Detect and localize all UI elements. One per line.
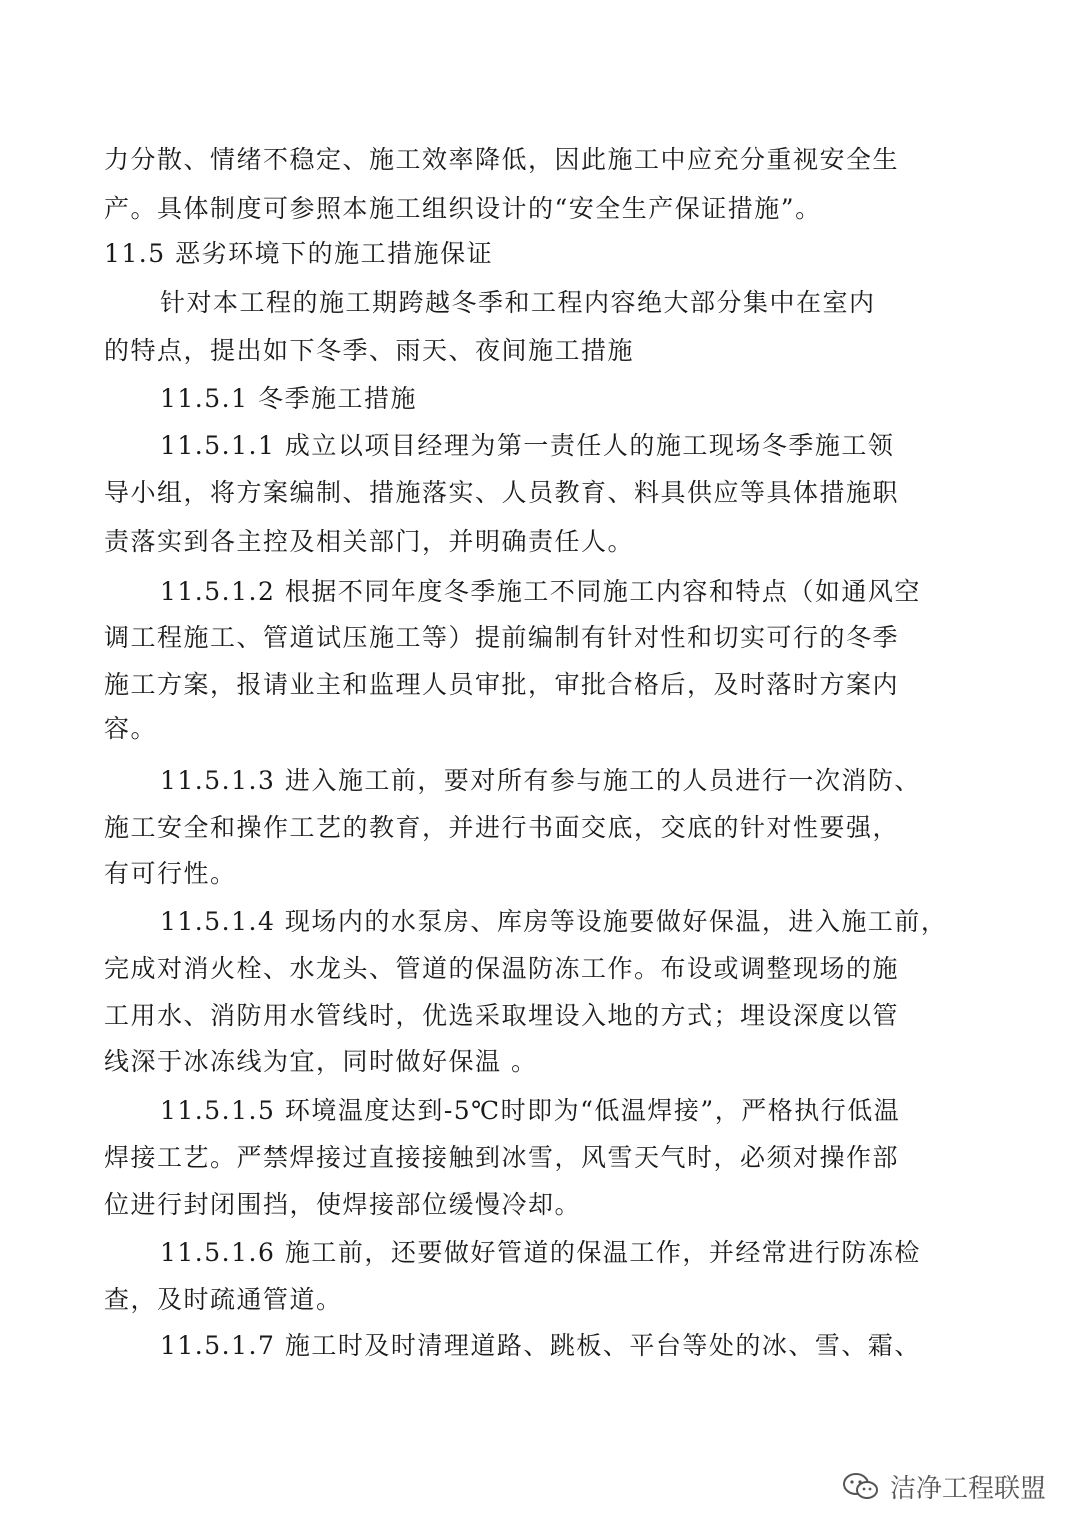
watermark [842,1468,1046,1505]
text-line: 力分散、情绪不稳定、施工效率降低，因此施工中应充分重视安全生 [104,145,900,174]
text-line: 完成对消火栓、水龙头、管道的保温防冻工作。布设或调整现场的施 [104,954,900,983]
text-line: 产。具体制度可参照本施工组织设计的“安全生产保证措施”。 [104,194,822,223]
text-line: 位进行封闭围挡，使焊接部位缓慢冷却。 [104,1190,582,1219]
text-line: 有可行性。 [104,859,237,888]
section-heading: 11.5 恶劣环境下的施工措施保证 [104,239,494,268]
text-line: 针对本工程的施工期跨越冬季和工程内容绝大部分集中在室内 [160,288,876,317]
subsection-heading: 11.5.1 冬季施工措施 [160,384,417,413]
text-line: 责落实到各主控及相关部门，并明确责任人。 [104,527,635,556]
watermark-text: 洁净工程联盟 [889,1474,1046,1504]
text-line: 调工程施工、管道试压施工等）提前编制有针对性和切实可行的冬季 [104,623,900,652]
text-line: 导小组，将方案编制、措施落实、人员教育、料具供应等具体措施职 [104,478,900,507]
text-line: 11.5.1.6 施工前，还要做好管道的保温工作，并经常进行防冻检 [160,1238,921,1267]
text-line: 施工安全和操作工艺的教育，并进行书面交底，交底的针对性要强， [104,813,900,842]
text-line: 查，及时疏通管道。 [104,1285,343,1314]
text-line: 11.5.1.4 现场内的水泵房、库房等设施要做好保温，进入施工前， [160,907,948,936]
text-line: 工用水、消防用水管线时，优选采取埋设入地的方式；埋设深度以管 [104,1001,900,1030]
text-line: 容。 [104,714,158,743]
text-line: 线深于冰冻线为宜，同时做好保温 。 [104,1047,538,1076]
text-line: 11.5.1.2 根据不同年度冬季施工不同施工内容和特点（如通风空 [160,577,921,606]
text-line: 施工方案，报请业主和监理人员审批，审批合格后，及时落时方案内 [104,670,900,699]
text-line: 11.5.1.1 成立以项目经理为第一责任人的施工现场冬季施工领 [160,431,895,460]
text-line: 11.5.1.5 环境温度达到-5℃时即为“低温焊接”，严格执行低温 [160,1096,901,1125]
text-line: 11.5.1.7 施工时及时清理道路、跳板、平台等处的冰、雪、霜、 [160,1331,921,1360]
text-line: 的特点，提出如下冬季、雨天、夜间施工措施 [104,336,635,365]
wechat-icon [842,1472,880,1502]
text-line: 焊接工艺。严禁焊接过直接接触到冰雪，风雪天气时，必须对操作部 [104,1143,900,1172]
text-line: 11.5.1.3 进入施工前，要对所有参与施工的人员进行一次消防、 [160,766,921,795]
